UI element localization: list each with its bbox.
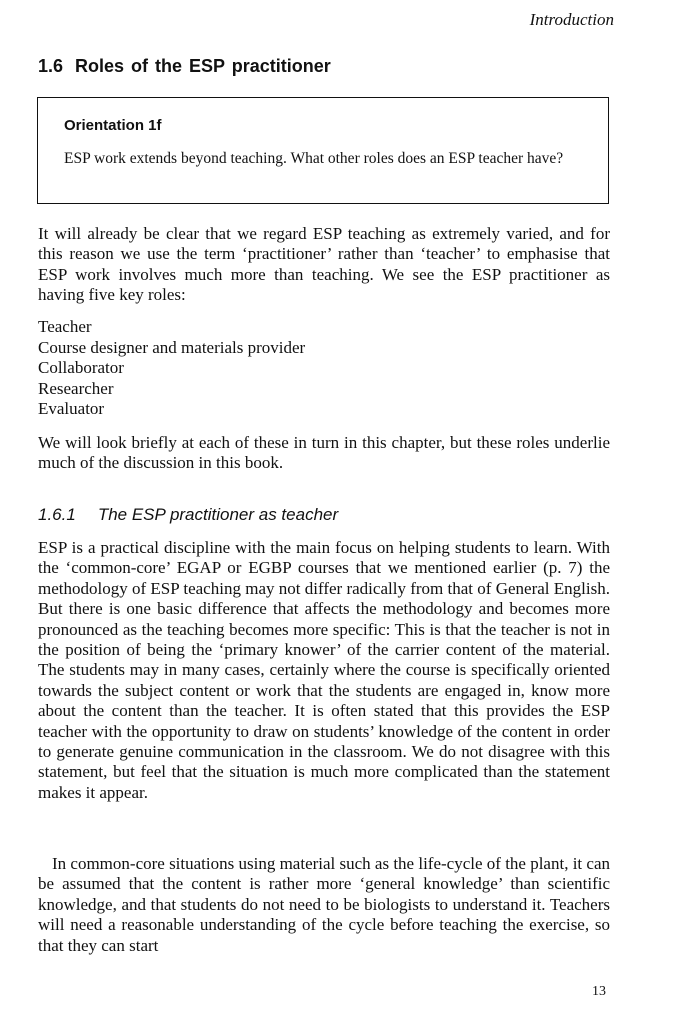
subsection-title: The ESP practitioner as teacher: [97, 505, 339, 524]
page-number: 13: [592, 984, 606, 999]
body-paragraph: ESP is a practical discipline with the main focus on helping students to learn. With the ‘common-core’ EGAP or EGBP courses that we mentioned earlier (p. 7) the methodology of ESP teaching may not differ radically from that of General English. But there is one basic difference that affects the methodology and becomes more pronounced as the teaching becomes more specific: This is that the teacher is not in the position of being the ‘primary knower’ of the carrier content of the material. The students may in many cases, certainly where the course is specifically oriented towards the subject content or work that the students are engaged in, know more about the content than the teacher. It is often stated that this provides the ESP teacher with the opportunity to draw on students’ knowledge of the content in order to generate genuine communication in the classroom. We do not disagree with this statement, but feel that the situation is much more complicated than the statement makes it appear.: [38, 538, 610, 802]
body-paragraph: In common-core situations using material such as the life-cycle of the plant, it can be assumed that the content is rather more ‘general knowledge’ than scientific knowledge, and that students do not need to be biologists to understand it. Teachers will need a reasonable understanding of the cycle before teaching the exercise, so that they can start: [38, 854, 610, 955]
section-title: Roles of the ESP practitioner: [75, 56, 331, 76]
orientation-text: ESP work extends beyond teaching. What other roles does an ESP teacher have?: [64, 150, 564, 167]
running-head: Introduction: [529, 10, 614, 29]
role-item: Course designer and materials provider: [38, 337, 306, 357]
intro-paragraph: It will already be clear that we regard ESP teaching as extremely varied, and for this reason we use the term ‘practitioner’ rather than ‘teacher’ to emphasise that ESP work involves much more than teaching. We see the ESP practitioner as having five key roles:: [38, 224, 610, 305]
orientation-title: Orientation 1f: [64, 117, 162, 134]
role-item: Researcher: [38, 378, 114, 398]
subsection-heading: [38, 505, 338, 525]
role-item: Collaborator: [38, 358, 124, 378]
roles-list: [38, 317, 305, 420]
section-number: 1.6: [38, 56, 64, 76]
orientation-box: [37, 97, 609, 204]
section-heading: [38, 56, 331, 77]
followup-paragraph: We will look briefly at each of these in turn in this chapter, but these roles underlie much of the discussion in this book.: [38, 433, 610, 473]
subsection-number: 1.6.1: [38, 505, 76, 524]
role-item: Evaluator: [38, 399, 105, 419]
role-item: Teacher: [38, 317, 92, 336]
